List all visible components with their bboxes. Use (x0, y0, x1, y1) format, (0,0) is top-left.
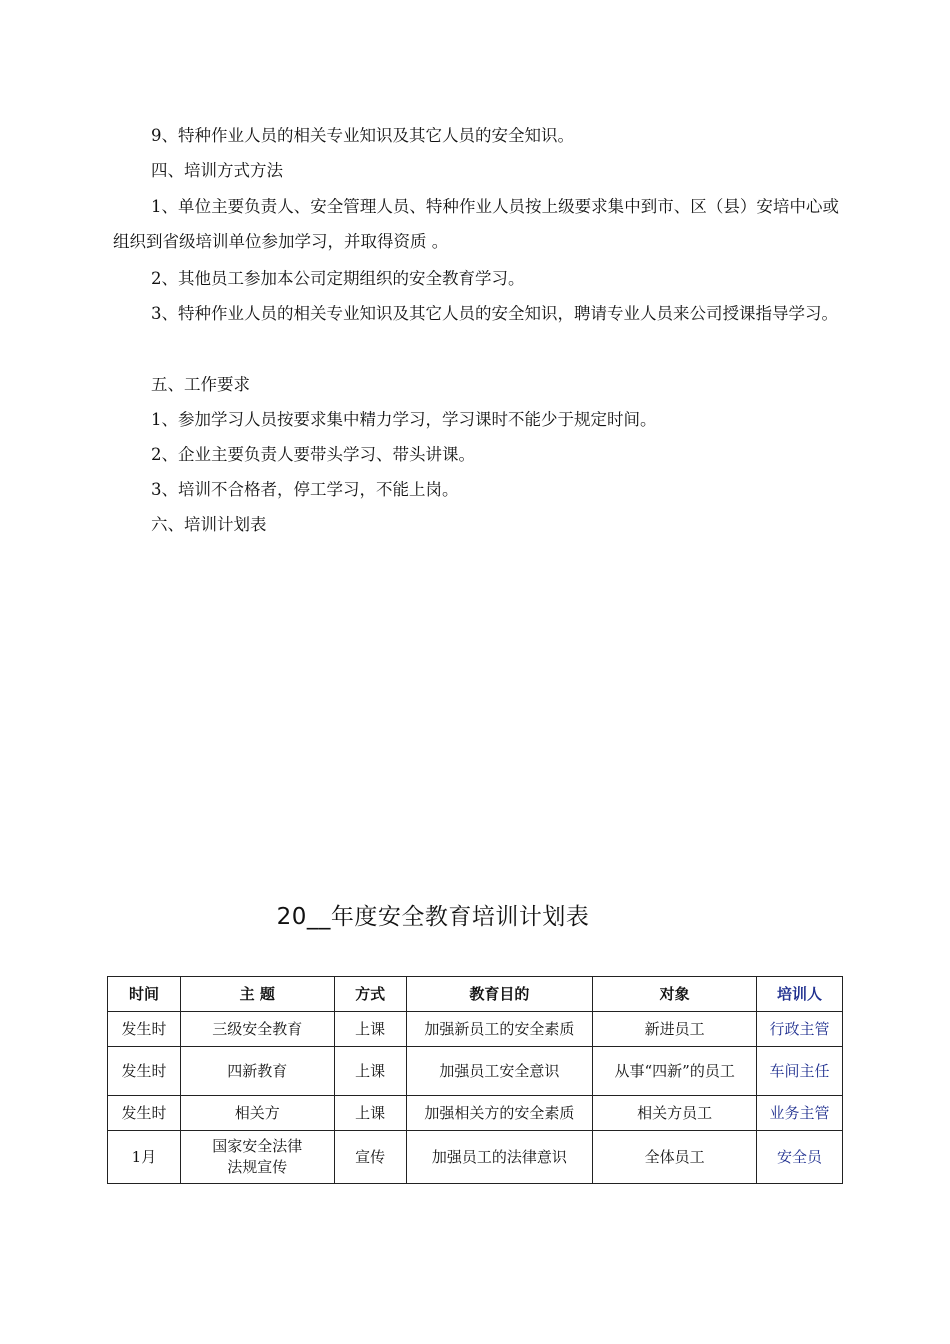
cell-purpose: 加强新员工的安全素质 (406, 1012, 593, 1047)
cell-time: 1月 (108, 1131, 181, 1184)
cell-audience: 新进员工 (593, 1012, 757, 1047)
cell-topic: 三级安全教育 (180, 1012, 334, 1047)
table-row (108, 1096, 843, 1131)
header-topic: 主 题 (180, 977, 334, 1012)
table-row (108, 1047, 843, 1096)
paragraph-method-2: 2、其他员工参加本公司定期组织的安全教育学习。 (151, 269, 525, 288)
paragraph-requirement-2: 2、企业主要负责人要带头学习、带头讲课。 (151, 445, 475, 464)
cell-method: 宣传 (334, 1131, 406, 1184)
paragraph-method-3: 3、特种作业人员的相关专业知识及其它人员的安全知识，聘请专业人员来公司授课指导学习。 (151, 304, 838, 323)
cell-topic: 四新教育 (180, 1047, 334, 1096)
table-header-row (108, 977, 843, 1012)
cell-time: 发生时 (108, 1047, 181, 1096)
cell-purpose: 加强员工安全意识 (406, 1047, 593, 1096)
table-title: 20__年度安全教育培训计划表 (276, 904, 590, 930)
cell-time: 发生时 (108, 1012, 181, 1047)
section-heading-training-methods: 四、培训方式方法 (151, 161, 283, 180)
section-heading-work-requirements: 五、工作要求 (151, 375, 250, 394)
cell-trainer: 车间主任 (757, 1047, 843, 1096)
cell-topic: 国家安全法律法规宣传 (180, 1131, 334, 1184)
paragraph-requirement-3: 3、培训不合格者，停工学习，不能上岗。 (151, 480, 459, 499)
header-trainer: 培训人 (757, 977, 843, 1012)
cell-topic: 相关方 (180, 1096, 334, 1131)
cell-method: 上课 (334, 1096, 406, 1131)
header-audience: 对象 (593, 977, 757, 1012)
cell-trainer: 安全员 (757, 1131, 843, 1184)
header-method: 方式 (334, 977, 406, 1012)
header-purpose: 教育目的 (406, 977, 593, 1012)
cell-method: 上课 (334, 1012, 406, 1047)
cell-audience: 从事“四新”的员工 (593, 1047, 757, 1096)
cell-audience: 相关方员工 (593, 1096, 757, 1131)
cell-method: 上课 (334, 1047, 406, 1096)
paragraph-requirement-1: 1、参加学习人员按要求集中精力学习，学习课时不能少于规定时间。 (151, 410, 657, 429)
cell-purpose: 加强相关方的安全素质 (406, 1096, 593, 1131)
table-row (108, 1012, 843, 1047)
training-plan-table (107, 976, 843, 1184)
cell-time: 发生时 (108, 1096, 181, 1131)
paragraph-method-1: 1、单位主要负责人、安全管理人员、特种作业人员按上级要求集中到市、区（县）安培中心或组织到省级培训单位参加学习，并取得资质 。 (113, 197, 839, 251)
header-time: 时间 (108, 977, 181, 1012)
cell-purpose: 加强员工的法律意识 (406, 1131, 593, 1184)
paragraph-item-9: 9、特种作业人员的相关专业知识及其它人员的安全知识。 (151, 126, 574, 145)
section-heading-training-plan: 六、培训计划表 (151, 515, 267, 534)
table-row (108, 1131, 843, 1184)
cell-audience: 全体员工 (593, 1131, 757, 1184)
cell-trainer: 业务主管 (757, 1096, 843, 1131)
cell-trainer: 行政主管 (757, 1012, 843, 1047)
